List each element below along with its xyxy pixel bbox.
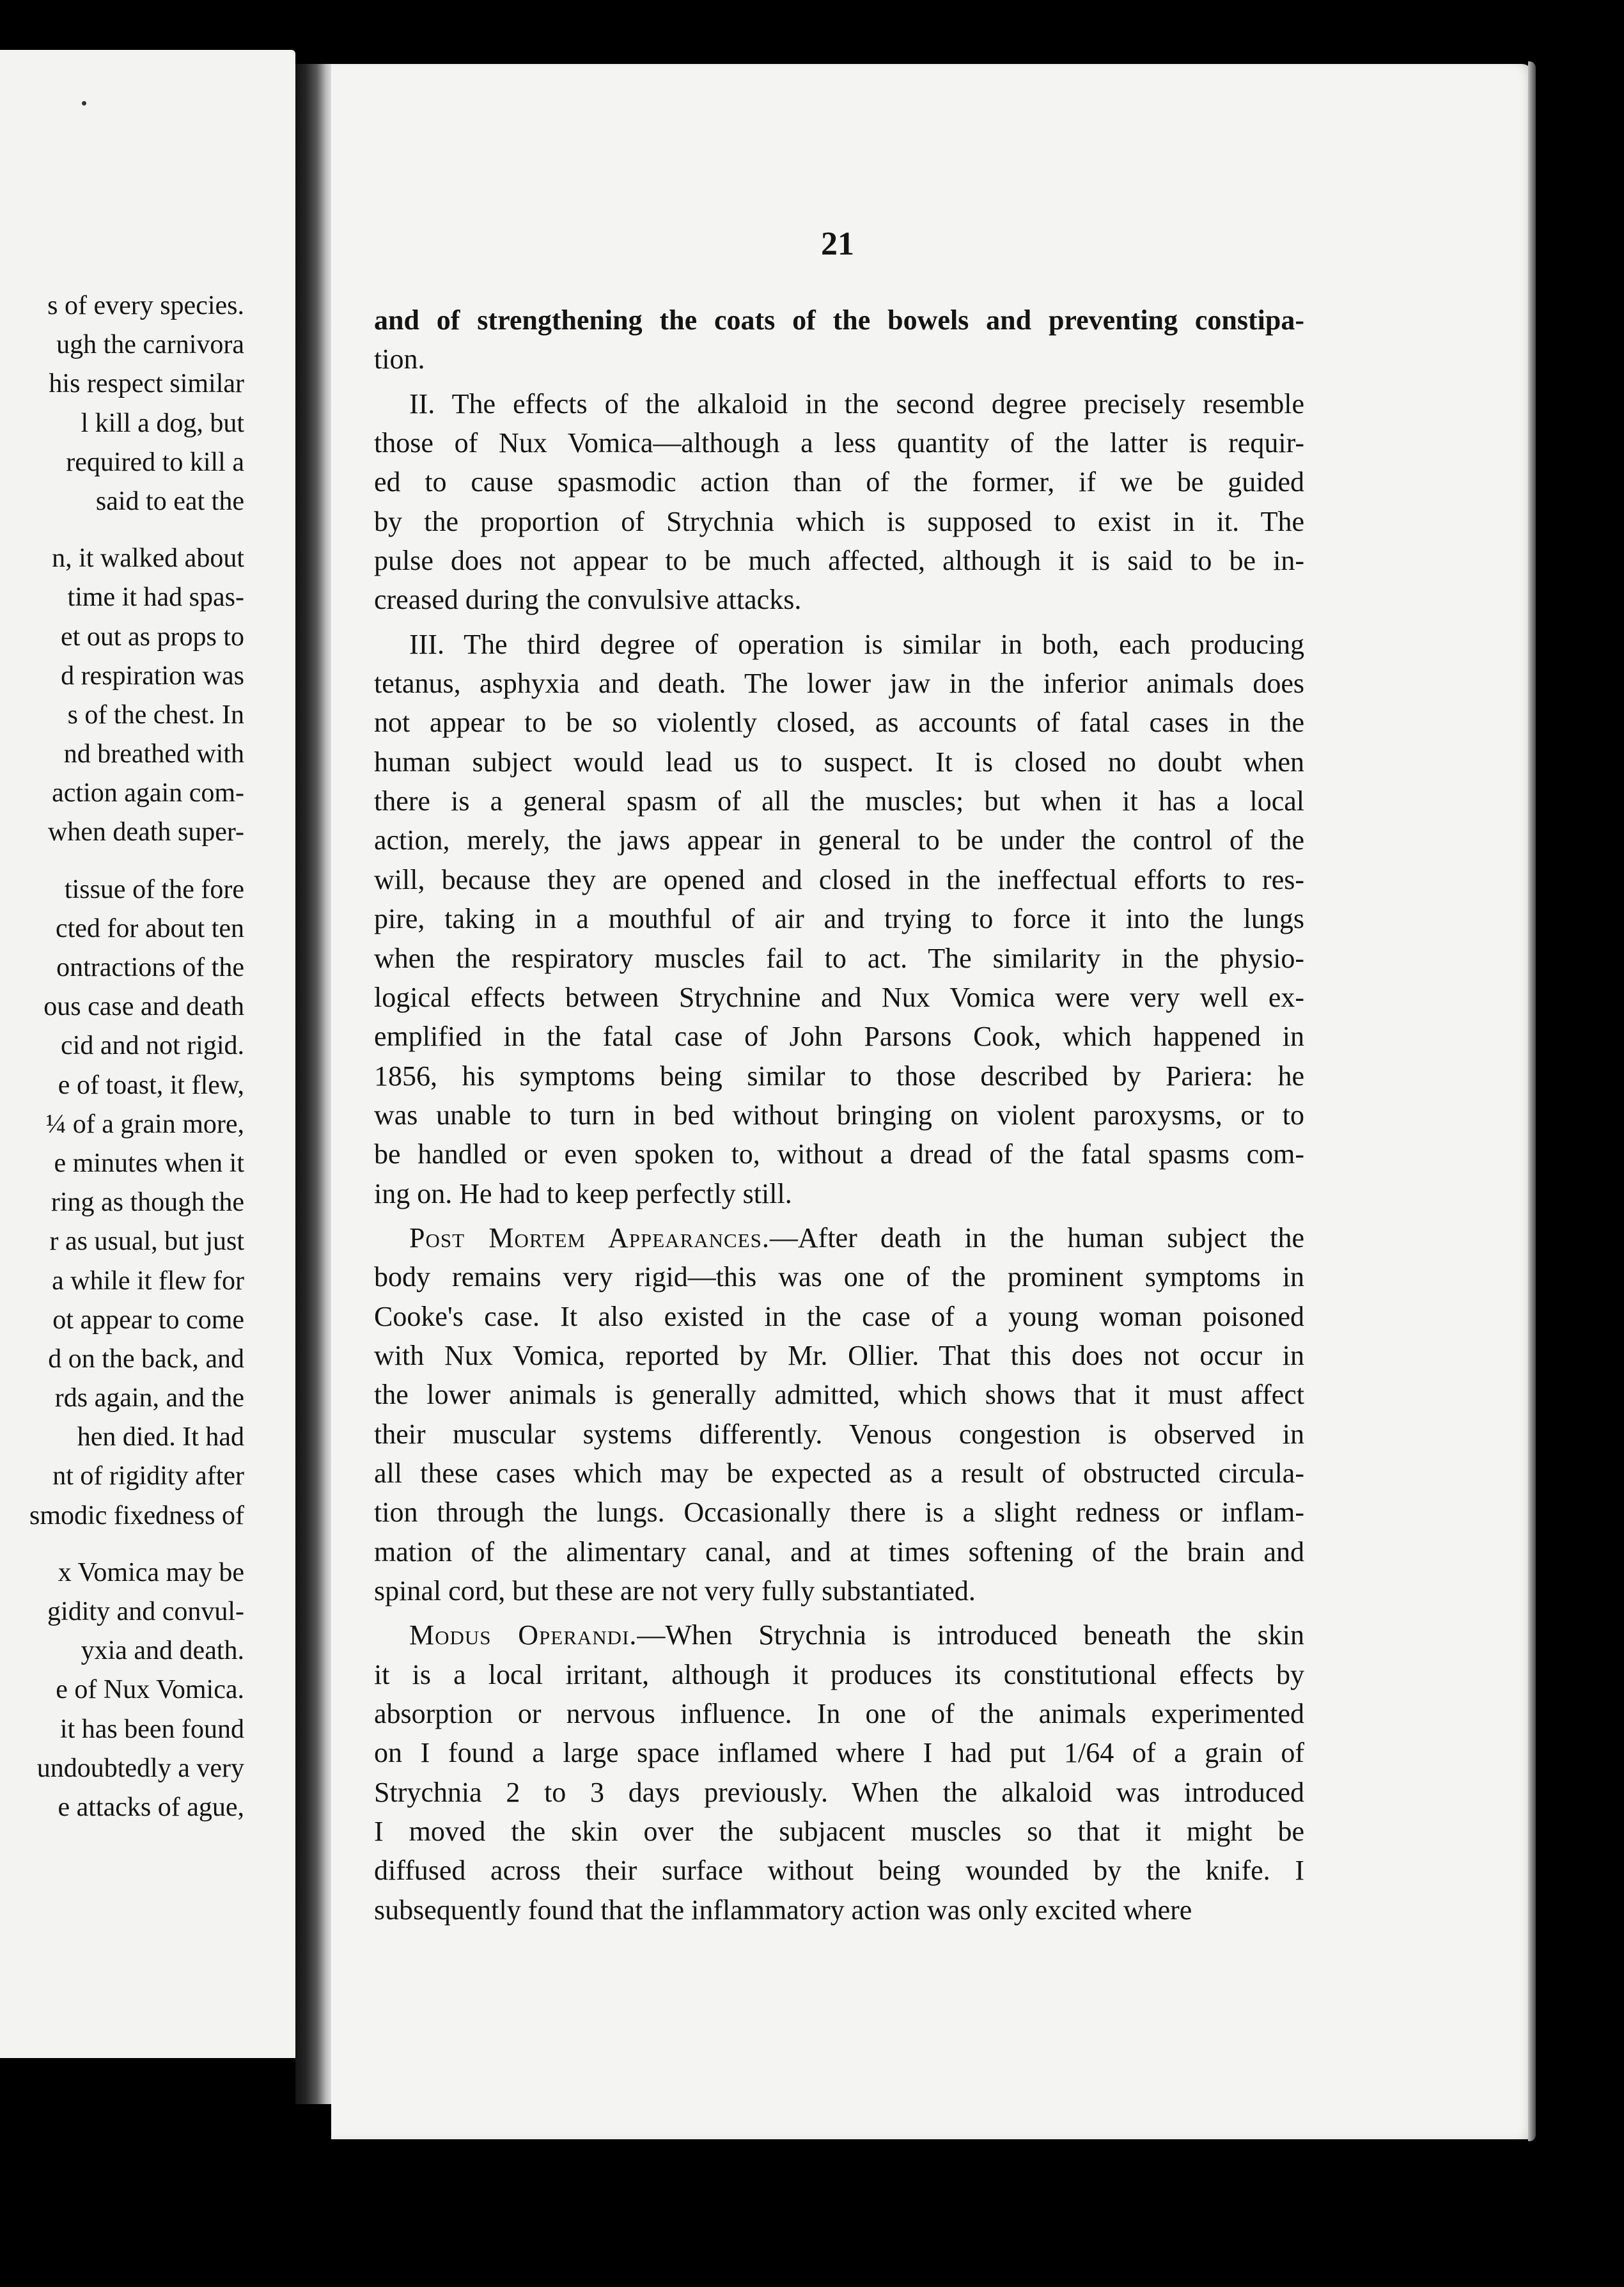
text-line: body remains very rigid—this was one of the prominent symptoms in: [374, 1261, 1304, 1293]
text-line: be handled or even spoken to, without a dread of the fatal spasms com-: [374, 1138, 1304, 1170]
facing-text-line: l kill a dog, but: [81, 408, 244, 438]
facing-text-line: cid and not rigid.: [61, 1031, 244, 1061]
facing-page-text: [1, 287, 244, 1827]
facing-text-line: gidity and convul-: [47, 1597, 244, 1626]
facing-text-line: required to kill a: [66, 447, 244, 477]
text-line: emplified in the fatal case of John Parsons Cook, which happened in: [374, 1021, 1304, 1053]
facing-text-line: his respect similar: [49, 369, 244, 399]
text-line: with Nux Vomica, reported by Mr. Ollier. That this does not occur in: [374, 1339, 1304, 1371]
text-line: creased during the convulsive attacks.: [374, 584, 802, 616]
facing-text-line: a while it flew for: [52, 1266, 244, 1296]
text-line: Strychnia 2 to 3 days previously. When the alkaloid was introduced: [374, 1776, 1304, 1808]
text-line: human subject would lead us to suspect. It is closed no doubt when: [374, 746, 1304, 778]
text-line: spinal cord, but these are not very fully substantiated.: [374, 1575, 976, 1607]
facing-text-line: tissue of the fore: [64, 874, 244, 904]
text-line: when the respiratory muscles fail to act. The similarity in the physio-: [374, 942, 1304, 974]
text-line: pire, taking in a mouthful of air and trying to force it into the lungs: [374, 903, 1304, 935]
facing-text-line: ¼ of a grain more,: [45, 1109, 244, 1139]
text-line: I moved the skin over the subjacent muscles so that it might be: [374, 1816, 1304, 1848]
text-line: mation of the alimentary canal, and at times softening of the brain and: [374, 1536, 1304, 1568]
text-line: action, merely, the jaws appear in general to be under the control of the: [374, 824, 1304, 856]
text-line: it is a local irritant, although it produces its constitutional effects by: [374, 1658, 1304, 1690]
facing-text-line: undoubtedly a very: [36, 1753, 244, 1783]
text-line: there is a general spasm of all the muscles; but when it has a local: [374, 785, 1304, 817]
facing-text-line: nd breathed with: [63, 739, 244, 769]
paragraph: [374, 1615, 1304, 1929]
text-line: diffused across their surface without being wounded by the knife. I: [374, 1855, 1304, 1887]
facing-text-line: s of the chest. In: [67, 700, 244, 730]
facing-text-line: hen died. It had: [77, 1422, 244, 1452]
text-line: Cooke's case. It also existed in the case of a young woman poisoned: [374, 1300, 1304, 1332]
text-line: those of Nux Vomica—although a less quantity of the latter is requir-: [374, 427, 1304, 459]
text-line: ed to cause spasmodic action than of the former, if we be guided: [374, 466, 1304, 498]
text-line: logical effects between Strychnine and Nux Vomica were very well ex-: [374, 981, 1304, 1013]
facing-page: [0, 50, 295, 2058]
facing-text-line: said to eat the: [95, 486, 244, 516]
facing-text-line: et out as props to: [61, 622, 244, 652]
page-edge: [1528, 61, 1536, 2141]
text-line: on I found a large space inflamed where I had put 1/64 of a grain of: [374, 1737, 1304, 1769]
text-line: tetanus, asphyxia and death. The lower jaw in the inferior animals does: [374, 668, 1304, 700]
facing-text-line: time it had spas-: [67, 583, 244, 613]
text-line: Post Mortem Appearances.—After death in the human subject the: [409, 1222, 1304, 1254]
text-line: by the proportion of Strychnia which is supposed to exist in it. The: [374, 505, 1304, 537]
blank-line: [1, 521, 244, 539]
text-line: and of strengthening the coats of the bowels and preventing constipa-: [374, 304, 1304, 336]
page-number: 21: [821, 226, 854, 262]
facing-text-line: e attacks of ague,: [58, 1792, 244, 1822]
text-line: absorption or nervous influence. In one of the animals experimented: [374, 1698, 1304, 1730]
facing-text-line: smodic fixedness of: [29, 1500, 244, 1530]
binding-gutter: [295, 64, 331, 2104]
paragraph: [374, 1218, 1304, 1615]
facing-text-line: cted for about ten: [55, 913, 244, 943]
facing-text-line: s of every species.: [47, 291, 244, 320]
section-heading: Post Mortem Appearances.: [409, 1222, 770, 1254]
facing-text-line: e minutes when it: [54, 1148, 244, 1178]
facing-text-line: ugh the carnivora: [56, 330, 244, 360]
facing-text-line: rds again, and the: [54, 1383, 244, 1413]
dust-speck: [82, 101, 86, 106]
facing-text-line: d respiration was: [61, 661, 244, 691]
blank-line: [1, 1536, 244, 1553]
text-line: all these cases which may be expected as a result of obstructed circula-: [374, 1457, 1304, 1489]
facing-text-line: r as usual, but just: [49, 1227, 244, 1257]
facing-text-line: e of Nux Vomica.: [56, 1675, 244, 1705]
text-line: will, because they are opened and closed in the ineffectual efforts to res-: [374, 863, 1304, 895]
facing-text-line: ot appear to come: [52, 1305, 244, 1335]
text-line: ing on. He had to keep perfectly still.: [374, 1177, 792, 1209]
text-line: tion.: [374, 343, 425, 375]
text-line: tion through the lungs. Occasionally there is a slight redness or inflam-: [374, 1497, 1304, 1529]
section-heading: Modus Operandi.: [409, 1619, 637, 1651]
paragraph: [374, 625, 1304, 1218]
text-line: Modus Operandi.—When Strychnia is introduced beneath the skin: [409, 1619, 1304, 1651]
facing-text-line: n, it walked about: [52, 544, 244, 574]
text-line: not appear to be so violently closed, as accounts of fatal cases in the: [374, 707, 1304, 739]
text-line: II. The effects of the alkaloid in the second degree precisely resemble: [409, 388, 1304, 420]
facing-text-line: action again com-: [52, 778, 244, 808]
text-line: 1856, his symptoms being similar to those described by Pariera: he: [374, 1060, 1304, 1092]
paragraph: [374, 301, 1304, 384]
facing-text-line: d on the back, and: [48, 1344, 244, 1374]
facing-text-line: x Vomica may be: [58, 1557, 244, 1587]
paragraph: [374, 384, 1304, 625]
blank-line: [1, 853, 244, 870]
facing-text-line: nt of rigidity after: [52, 1461, 244, 1491]
facing-text-line: e of toast, it flew,: [58, 1070, 244, 1100]
facing-text-line: it has been found: [59, 1714, 244, 1744]
facing-text-line: ring as though the: [51, 1188, 244, 1218]
text-line: the lower animals is generally admitted, which shows that it must affect: [374, 1379, 1304, 1411]
page-body: [374, 301, 1304, 1929]
text-line: pulse does not appear to be much affected, although it is said to be in-: [374, 545, 1304, 577]
text-line: subsequently found that the inflammatory action was only excited where: [374, 1894, 1192, 1926]
text-line: their muscular systems differently. Venous congestion is observed in: [374, 1418, 1304, 1450]
text-line: III. The third degree of operation is similar in both, each producing: [409, 628, 1304, 660]
facing-text-line: ontractions of the: [56, 953, 244, 982]
facing-text-line: when death super-: [47, 817, 244, 847]
facing-text-line: ous case and death: [43, 992, 244, 1022]
text-line: was unable to turn in bed without bringing on violent paroxysms, or to: [374, 1099, 1304, 1131]
facing-text-line: yxia and death.: [81, 1636, 244, 1666]
